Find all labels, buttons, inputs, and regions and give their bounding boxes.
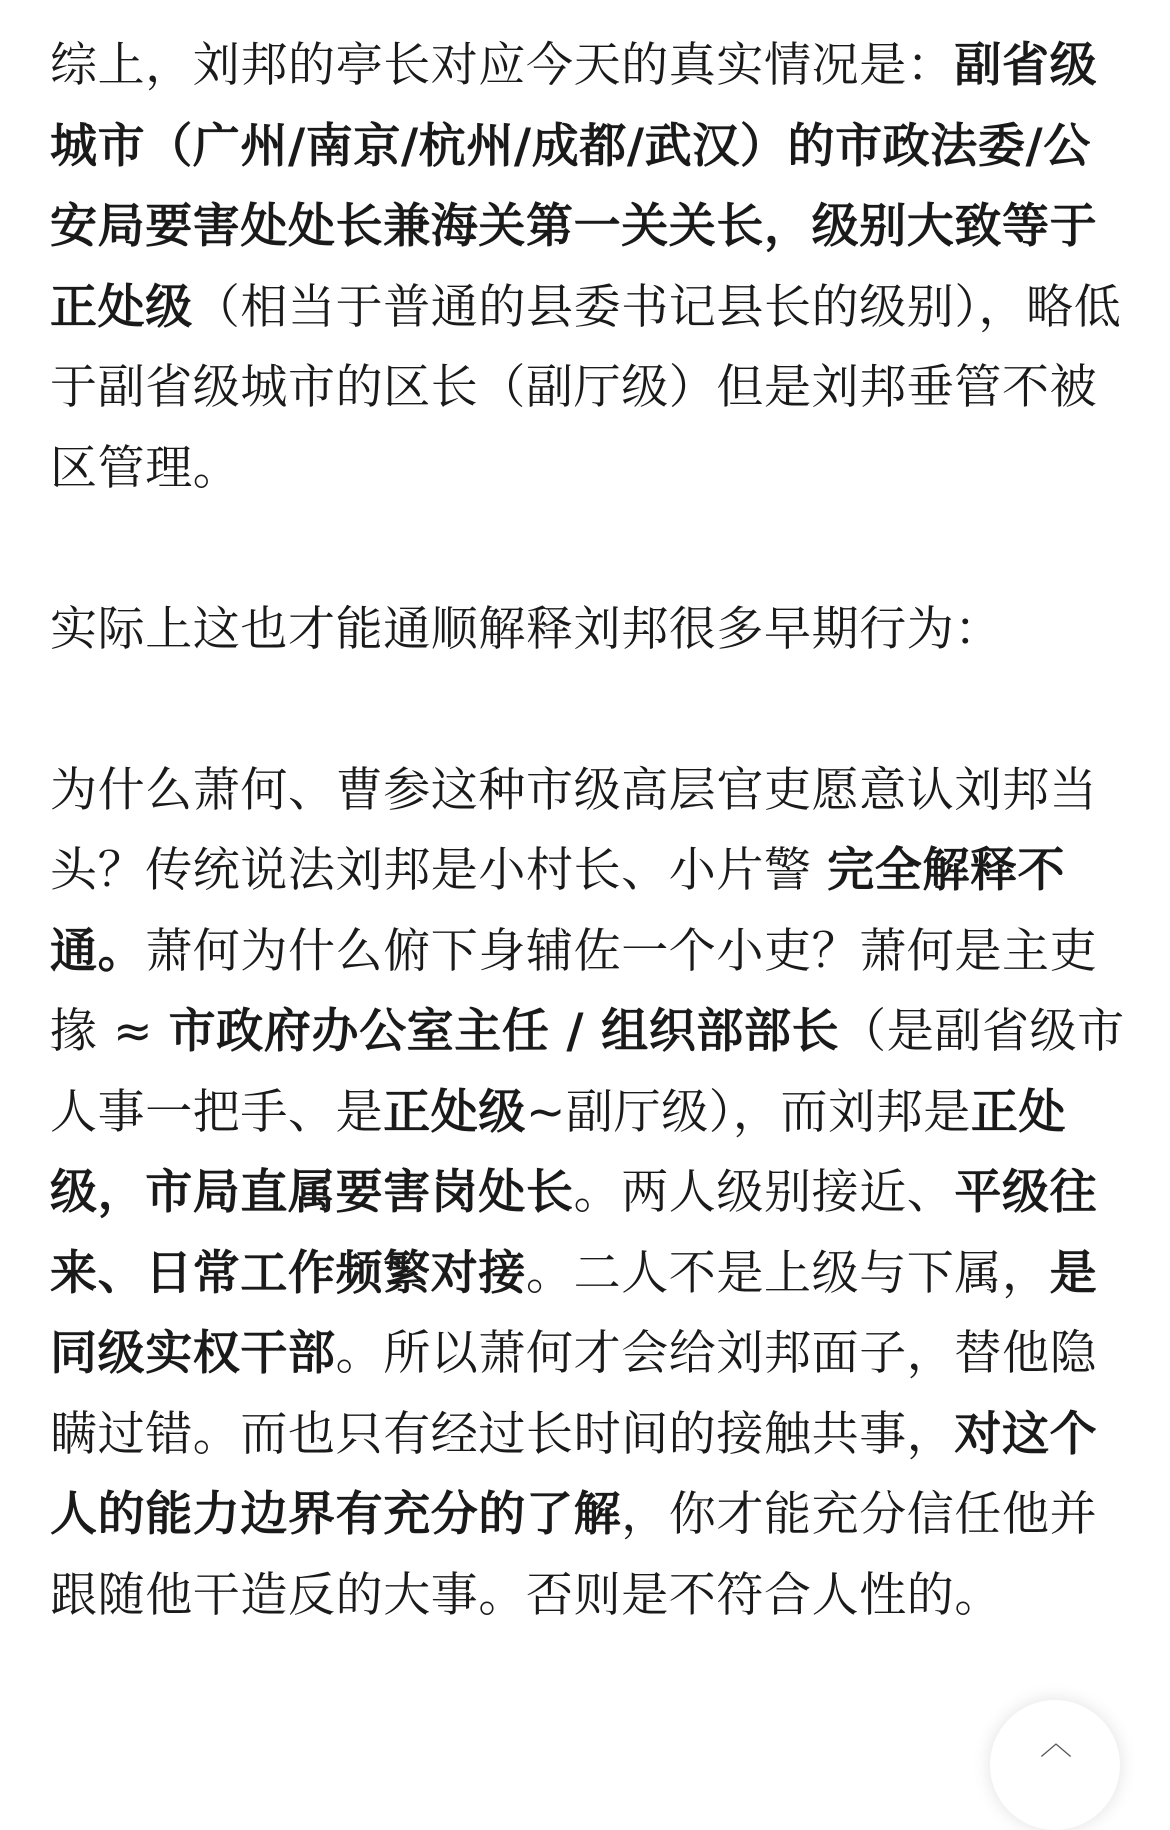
explanation-bold-7: 对这个人的能力边界有充分的了解: [50, 1406, 1098, 1542]
explanation-bold-6: 是同级实权干部: [50, 1245, 1098, 1381]
explanation-text-8: ，你才能充分信任他并跟随他干造反的大事。否则是不符合人性的。: [50, 1487, 1098, 1623]
explanation-text-1: 为什么萧何、曹参这种市级高层官吏愿意认刘邦当头？传统说法刘邦是小村长、小片警: [50, 762, 1098, 898]
summary-text: 综上，刘邦的亭长对应今天的真实情况是：: [50, 38, 955, 93]
explanation-text-3: （是副省级市人事一把手、是: [50, 1004, 1125, 1140]
explanation-text-4: ~副厅级），而刘邦是: [526, 1084, 971, 1140]
paragraph-transition: [50, 590, 1130, 671]
explanation-text-7: 。所以萧何才会给刘邦面子，替他隐瞒过错。而也只有经过长时间的接触共事，: [50, 1326, 1098, 1462]
explanation-bold-3: 正处级: [383, 1084, 527, 1140]
paragraph-explanation: [50, 751, 1130, 1637]
explanation-bold-1: 完全解释不通。: [50, 843, 1066, 979]
explanation-text-6: 。二人不是上级与下属，: [526, 1245, 1050, 1301]
explanation-bold-2: 市政府办公室主任 / 组织部部长: [168, 1004, 840, 1059]
back-to-top-button[interactable]: [990, 1700, 1120, 1830]
article-body: [50, 26, 1130, 1636]
transition-text: 实际上这也才能通顺解释刘邦很多早期行为：: [50, 601, 1002, 657]
summary-bold-text: 副省级城市（广州/南京/杭州/成都/武汉）的市政法委/公安局要害处处长兼海关第一关关长，级别大致等于正处级: [50, 38, 1098, 335]
explanation-bold-4: 正处级，市局直属要害岗处长: [50, 1084, 1067, 1220]
summary-tail-text: （相当于普通的县委书记县长的级别），略低于副省级城市的区长（副厅级）但是刘邦垂管不被区管理。: [50, 279, 1122, 496]
chevron-up-icon: ︿: [1040, 1724, 1073, 1762]
explanation-text-5: 。两人级别接近、: [573, 1165, 955, 1220]
explanation-text-2: 萧何为什么俯下身辅佐一个小吏？萧何是主吏掾 ≈: [50, 923, 1098, 1059]
paragraph-summary: [50, 26, 1130, 509]
explanation-bold-5: 平级往来、日常工作频繁对接: [50, 1165, 1098, 1301]
